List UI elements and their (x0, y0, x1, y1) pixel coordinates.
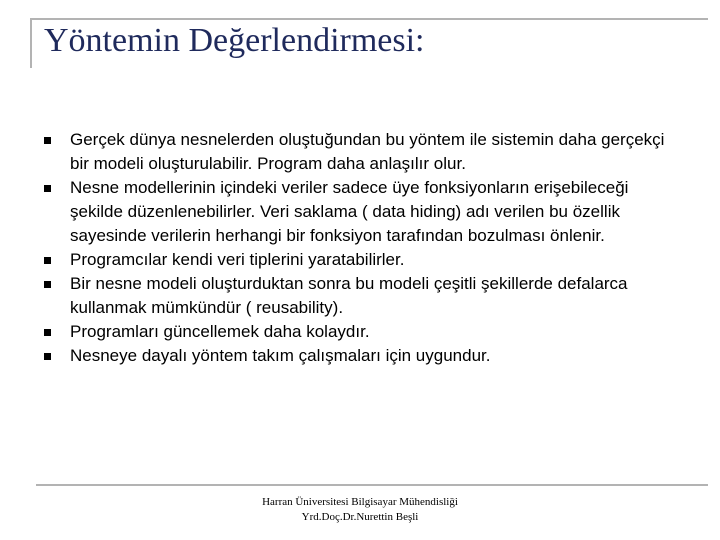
bullet-item (44, 128, 684, 176)
bullet-text: Programları güncellemek daha kolaydır. (70, 322, 370, 341)
bullet-text: Nesneye dayalı yöntem takım çalışmaları için uygundur. (70, 346, 491, 365)
bullet-text: Bir nesne modeli oluşturduktan sonra bu modeli çeşitli şekillerde defalarca kullanmak mümkündür ( reusability). (70, 274, 628, 317)
bullet-item (44, 272, 684, 320)
bullet-item (44, 248, 684, 272)
bullet-text: Nesne modellerinin içindeki veriler sadece üye fonksiyonların erişebileceği şekilde düzenlenebilirler. Veri saklama ( data hiding) adı verilen bu özellik sayesinde verilerin herhangi bir fonksiyon tarafından bozulması önlenir. (70, 178, 629, 245)
footer-institution: Harran Üniversitesi Bilgisayar Mühendisliği (262, 496, 458, 508)
square-bullet-icon (44, 257, 51, 264)
bullet-item (44, 320, 684, 344)
title-divider-top (30, 18, 708, 20)
square-bullet-icon (44, 137, 51, 144)
bullet-item (44, 344, 684, 368)
footer-divider (36, 484, 708, 486)
slide-footer (0, 495, 720, 525)
square-bullet-icon (44, 185, 51, 192)
slide-title: Yöntemin Değerlendirmesi: (44, 22, 425, 59)
bullet-text: Gerçek dünya nesnelerden oluştuğundan bu yöntem ile sistemin daha gerçekçi bir modeli oluşturulabilir. Program daha anlaşılır olur. (70, 130, 665, 173)
square-bullet-icon (44, 329, 51, 336)
bullet-text: Programcılar kendi veri tiplerini yaratabilirler. (70, 250, 405, 269)
title-divider-left (30, 18, 32, 68)
bullet-list (44, 128, 684, 368)
square-bullet-icon (44, 353, 51, 360)
bullet-item (44, 176, 684, 248)
square-bullet-icon (44, 281, 51, 288)
footer-author: Yrd.Doç.Dr.Nurettin Beşli (301, 511, 419, 523)
